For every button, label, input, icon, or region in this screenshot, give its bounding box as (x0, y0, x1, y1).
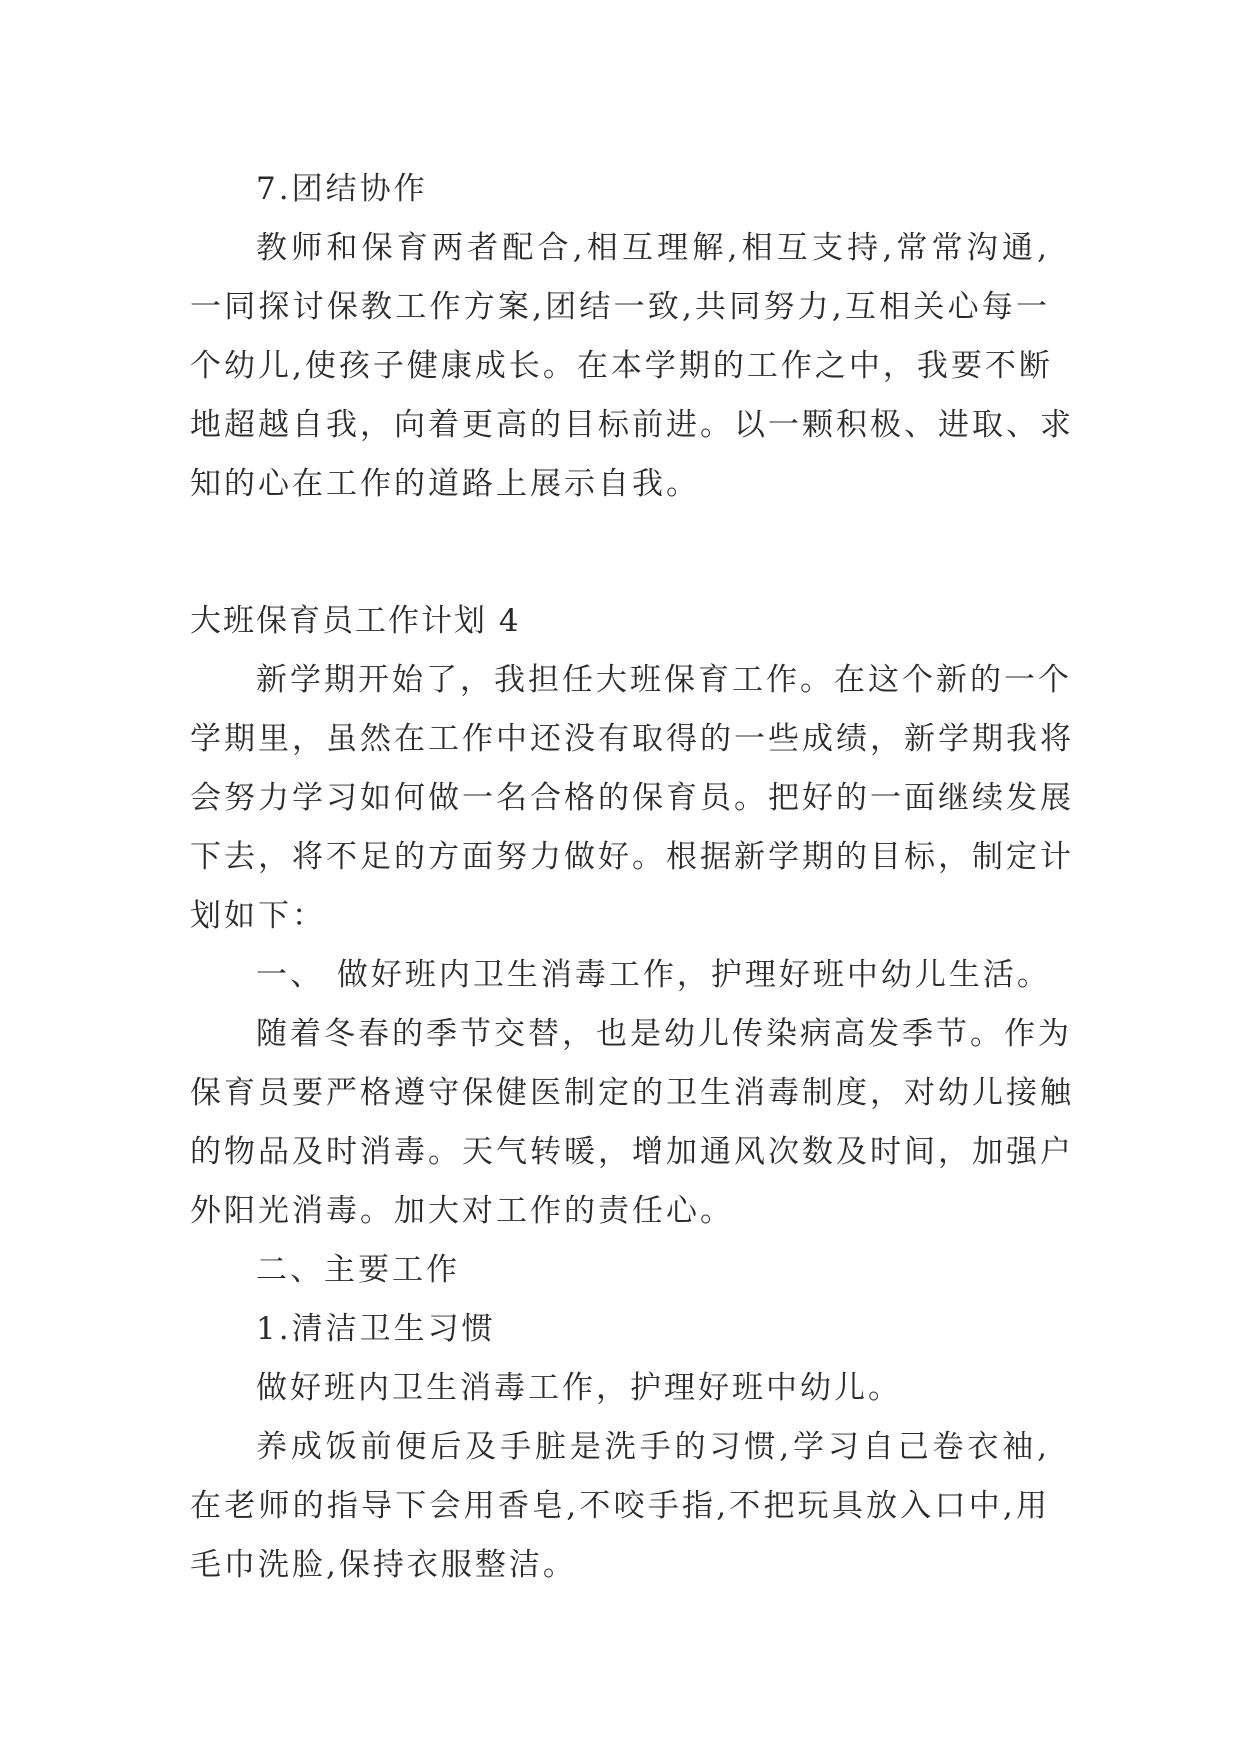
text-line: 划如下： (190, 898, 326, 934)
document-page (190, 160, 1074, 1595)
text-line: 养成饭前便后及手脏是洗手的习惯,学习自己卷衣袖, (256, 1429, 1050, 1465)
text-line: 个幼儿,使孩子健康成长。在本学期的工作之中，我要不断 (190, 348, 1053, 384)
text-line: 一同探讨保教工作方案,团结一致,共同努力,互相关心每一 (190, 289, 1050, 325)
text-line: 会努力学习如何做一名合格的保育员。把好的一面继续发展 (190, 780, 1074, 816)
text-line: 学期里，虽然在工作中还没有取得的一些成绩，新学期我将 (190, 721, 1074, 757)
text-line: 教师和保育两者配合,相互理解,相互支持,常常沟通, (256, 230, 1050, 266)
plan-title: 大班保育员工作计划 4 (190, 603, 521, 639)
text-line: 地超越自我，向着更高的目标前进。以一颗积极、进取、求 (190, 407, 1074, 443)
text-line: 保育员要严格遵守保健医制定的卫生消毒制度，对幼儿接触 (190, 1075, 1074, 1111)
text-line: 毛巾洗脸,保持衣服整洁。 (190, 1547, 577, 1583)
paragraph (190, 1005, 1074, 1241)
text-line: 知的心在工作的道路上展示自我。 (190, 466, 700, 502)
text-line: 外阳光消毒。加大对工作的责任心。 (190, 1193, 734, 1229)
text-line: 的物品及时消毒。天气转暖，增加通风次数及时间，加强户 (190, 1134, 1074, 1170)
text-line: 做好班内卫生消毒工作，护理好班中幼儿。 (256, 1370, 902, 1406)
text-line: 新学期开始了，我担任大班保育工作。在这个新的一个 (256, 662, 1072, 698)
paragraph (190, 1418, 1050, 1595)
section-heading: 二、主要工作 (256, 1252, 460, 1288)
section-gap (190, 514, 1050, 592)
paragraph (190, 219, 1074, 514)
paragraph (190, 651, 1074, 946)
section-heading: 一、 做好班内卫生消毒工作，护理好班中幼儿生活。 (256, 957, 1051, 993)
subsection-heading: 1.清洁卫生习惯 (256, 1311, 496, 1347)
section-heading: 7.团结协作 (256, 171, 428, 207)
text-line: 下去，将不足的方面努力做好。根据新学期的目标，制定计 (190, 839, 1074, 875)
text-line: 在老师的指导下会用香皂,不咬手指,不把玩具放入口中,用 (190, 1488, 1050, 1524)
text-line: 随着冬春的季节交替，也是幼儿传染病高发季节。作为 (256, 1016, 1072, 1052)
